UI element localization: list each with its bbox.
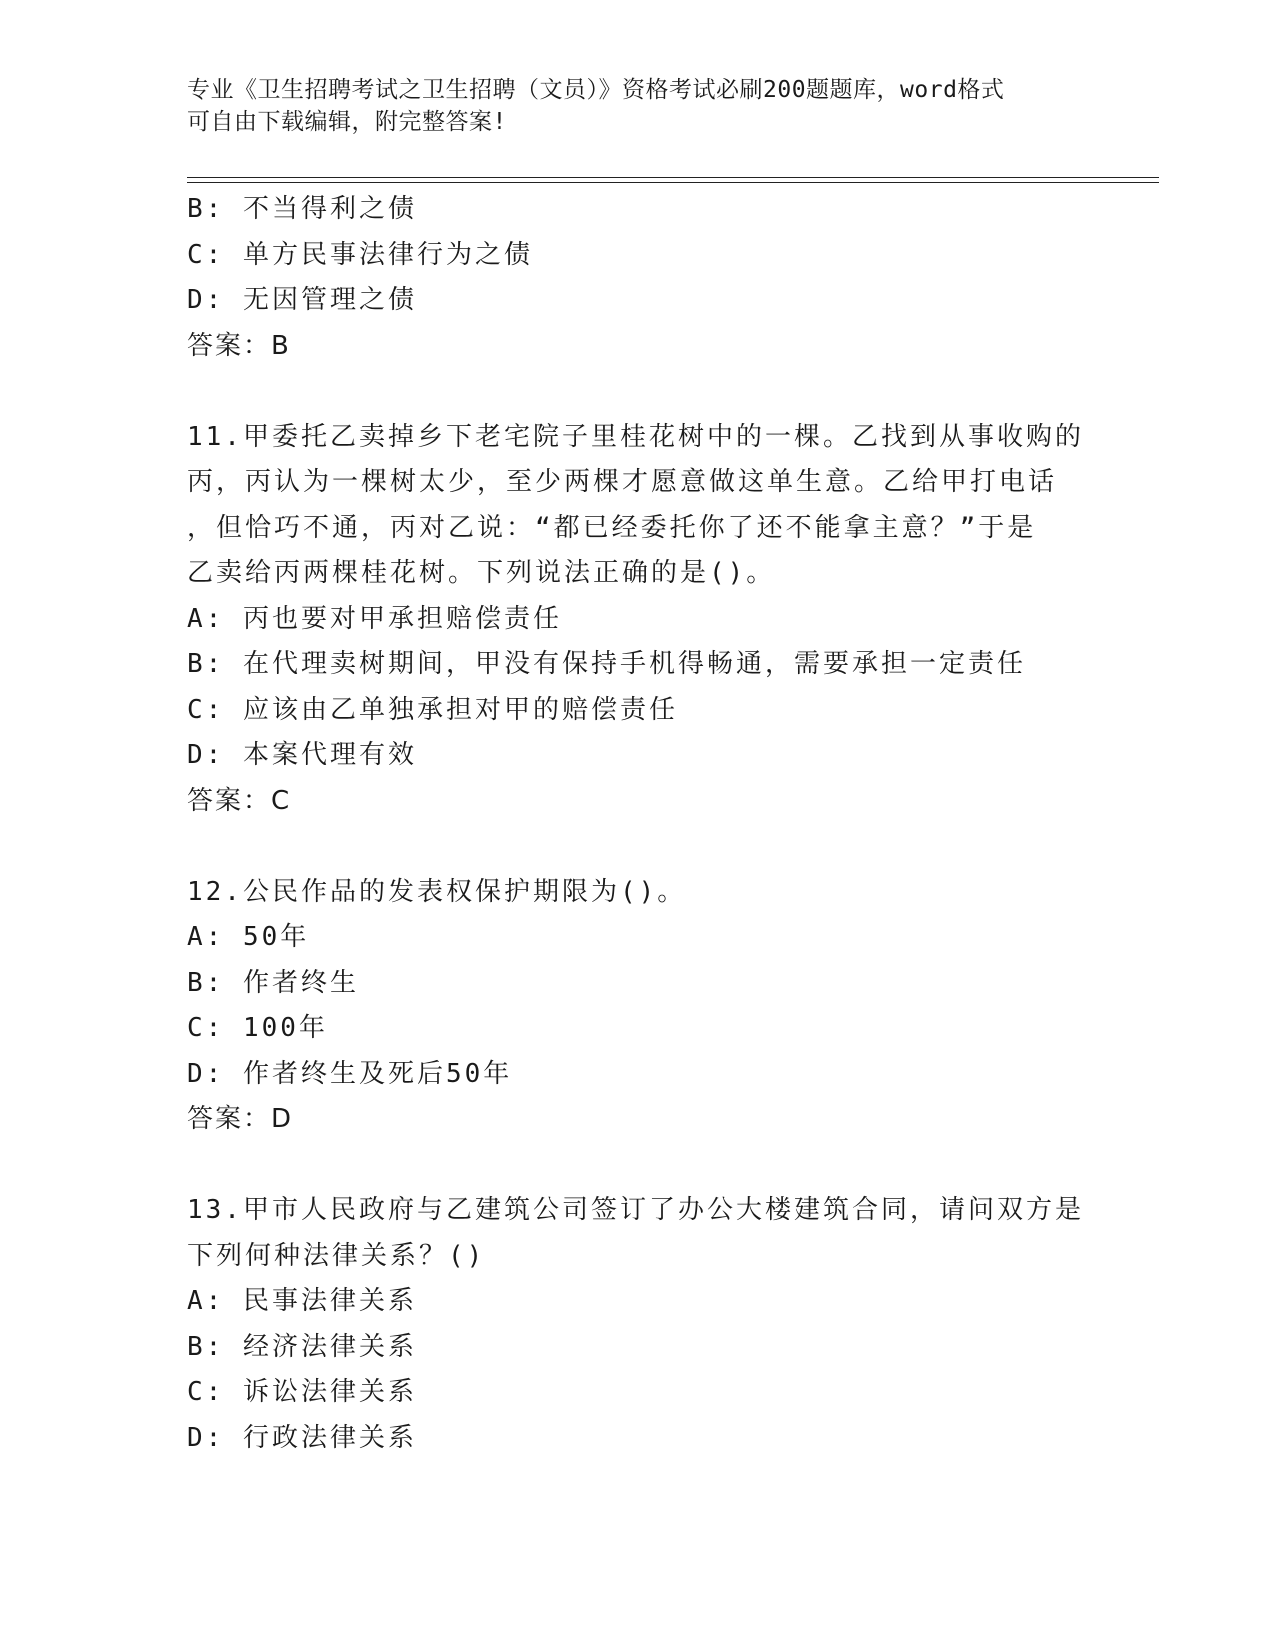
spacer	[187, 369, 1087, 415]
header-divider-top	[187, 177, 1159, 178]
spacer	[187, 1143, 1087, 1189]
question-stem-line: 乙卖给丙两棵桂花树。下列说法正确的是()。	[187, 558, 776, 588]
option-b: B: 在代理卖树期间，甲没有保持手机得畅通，需要承担一定责任	[187, 649, 1026, 679]
option-b: B: 作者终生	[187, 967, 359, 998]
question-13	[187, 1188, 1087, 1461]
question-stem-line: 下列何种法律关系？()	[187, 1240, 486, 1271]
document-header	[187, 74, 1067, 138]
option-d: D: 作者终生及死后50年	[187, 1058, 513, 1089]
option-c: C: 诉讼法律关系	[187, 1377, 417, 1407]
option-d: D: 本案代理有效	[187, 740, 417, 770]
option-c: C: 单方民事法律行为之债	[187, 239, 533, 270]
option-b: B: 不当得利之债	[187, 194, 417, 224]
option-c: C: 应该由乙单独承担对甲的赔偿责任	[187, 694, 678, 725]
answer-line: 答案：C	[187, 785, 292, 816]
question-content	[187, 187, 1087, 1461]
option-d: D: 行政法律关系	[187, 1422, 417, 1453]
question-stem-line: ，但恰巧不通，丙对乙说：“都已经委托你了还不能拿主意？”于是	[187, 512, 1037, 543]
option-b: B: 经济法律关系	[187, 1331, 417, 1362]
answer-line: 答案：B	[187, 330, 291, 361]
question-stem-line: 13.甲市人民政府与乙建筑公司签订了办公大楼建筑合同，请问双方是	[187, 1195, 1084, 1225]
answer-line: 答案：D	[187, 1104, 294, 1134]
header-title-line-2: 可自由下载编辑，附完整答案!	[187, 109, 507, 135]
option-a: A: 50年	[187, 922, 310, 952]
question-stem-line: 11.甲委托乙卖掉乡下老宅院子里桂花树中的一棵。乙找到从事收购的	[187, 421, 1084, 452]
question-12	[187, 870, 1087, 1143]
option-c: C: 100年	[187, 1013, 328, 1043]
question-stem-line: 12.公民作品的发表权保护期限为()。	[187, 876, 687, 907]
option-a: A: 丙也要对甲承担赔偿责任	[187, 603, 562, 634]
spacer	[187, 824, 1087, 870]
question-stem-line: 丙，丙认为一棵树太少，至少两棵才愿意做这单生意。乙给甲打电话	[187, 467, 1058, 497]
header-title-line-1: 专业《卫生招聘考试之卫生招聘（文员）》资格考试必刷200题题库，word格式	[187, 77, 1005, 103]
question-10-tail	[187, 187, 1087, 369]
option-d: D: 无因管理之债	[187, 285, 417, 315]
option-a: A: 民事法律关系	[187, 1286, 417, 1316]
question-11	[187, 415, 1087, 825]
header-divider-bottom	[187, 182, 1159, 183]
